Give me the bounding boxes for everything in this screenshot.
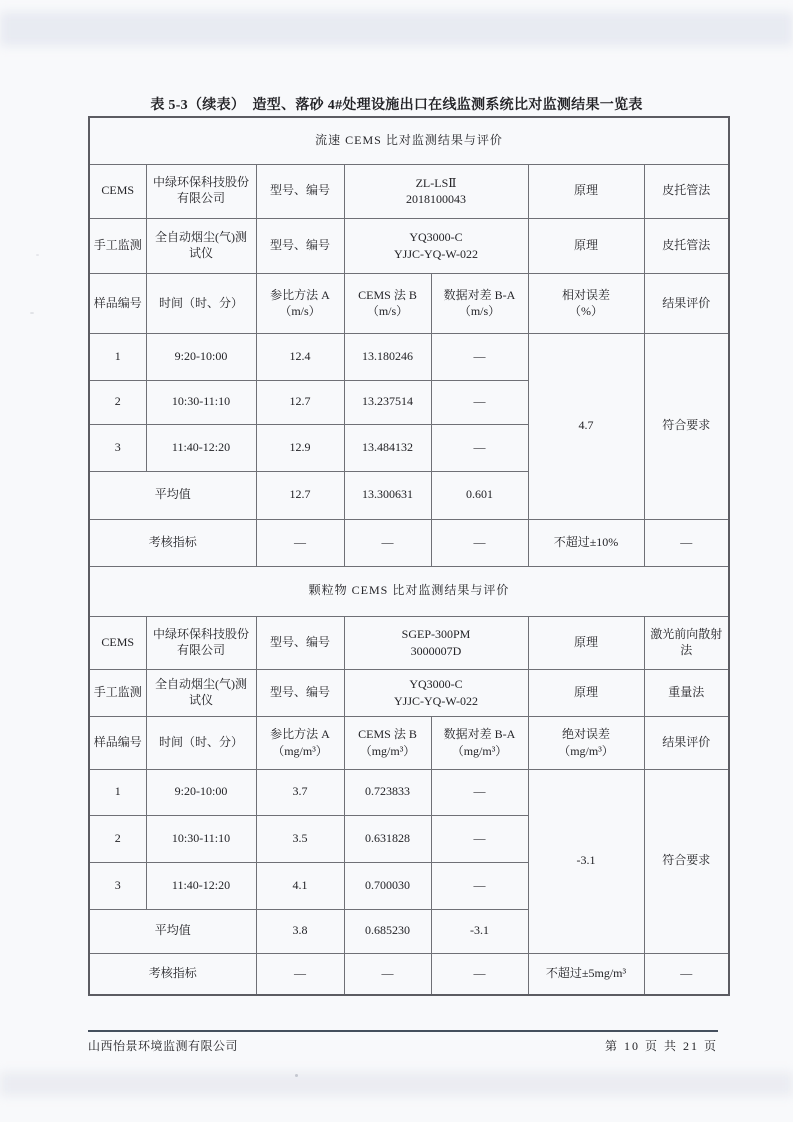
method-a-value: 12.7 [256, 380, 344, 424]
section2-cems-device-row [89, 616, 729, 669]
cems-b-value: 13.180246 [344, 333, 431, 380]
model-line2: YJJC-YQ-W-022 [394, 693, 478, 708]
model-line1: YQ3000-C [409, 230, 463, 245]
device-vendor: 全自动烟尘(气)测试仪 [146, 218, 256, 273]
section1-header-row [89, 117, 729, 164]
diff-value: — [431, 424, 528, 471]
sample-no: 2 [89, 380, 146, 424]
assessment-criterion: 不超过±5mg/m³ [528, 953, 644, 995]
section1-manual-device-row [89, 218, 729, 273]
method-a-value: 12.4 [256, 333, 344, 380]
assessment-result: — [644, 953, 729, 995]
sample-time: 11:40-12:20 [146, 862, 256, 909]
assessment-label: 考核指标 [89, 519, 256, 566]
model-line2: 2018100043 [406, 192, 466, 206]
section2-manual-device-row [89, 669, 729, 716]
method-a-value: 4.1 [256, 862, 344, 909]
absolute-error-value: -3.1 [528, 769, 644, 953]
column-header: 样品编号 [89, 716, 146, 769]
model-label: 型号、编号 [256, 218, 344, 273]
page-title: 表 5-3（续表） 造型、落砂 4#处理设施出口在线监测系统比对监测结果一览表 [150, 98, 643, 113]
column-header: 结果评价 [644, 273, 729, 333]
section2-assessment-row [89, 953, 729, 995]
diff-value: — [431, 769, 528, 815]
section2-data-row-1 [89, 769, 729, 815]
column-header: CEMS 法 B （m/s） [344, 273, 431, 333]
sample-no: 3 [89, 424, 146, 471]
column-header: 数据对差 B-A （mg/m³） [431, 716, 528, 769]
assessment-b: — [344, 953, 431, 995]
scan-speck [30, 312, 34, 314]
principle-label: 原理 [528, 669, 644, 716]
assessment-a: — [256, 953, 344, 995]
sample-time: 9:20-10:00 [146, 333, 256, 380]
cems-b-value: 13.484132 [344, 424, 431, 471]
assessment-diff: — [431, 953, 528, 995]
sample-no: 2 [89, 815, 146, 862]
cems-b-value: 0.723833 [344, 769, 431, 815]
principle-label: 原理 [528, 218, 644, 273]
footer-company: 山西怡景环境监测有限公司 [88, 1039, 239, 1053]
model-value [344, 164, 528, 218]
model-label: 型号、编号 [256, 616, 344, 669]
model-label: 型号、编号 [256, 669, 344, 716]
principle-value: 激光前向散射法 [644, 616, 729, 669]
assessment-label: 考核指标 [89, 953, 256, 995]
page-footer [88, 1030, 718, 1054]
method-a-value: 12.9 [256, 424, 344, 471]
column-header: 参比方法 A （m/s） [256, 273, 344, 333]
principle-value: 皮托管法 [644, 164, 729, 218]
scan-artifact-bottom-band [0, 1072, 793, 1096]
section1-column-header-row [89, 273, 729, 333]
average-diff: -3.1 [431, 909, 528, 953]
diff-value: — [431, 862, 528, 909]
method-a-value: 3.7 [256, 769, 344, 815]
model-label: 型号、编号 [256, 164, 344, 218]
model-line1: YQ3000-C [409, 677, 463, 692]
diff-value: — [431, 333, 528, 380]
column-header: 样品编号 [89, 273, 146, 333]
device-type: CEMS [89, 164, 146, 218]
average-label: 平均值 [89, 471, 256, 519]
model-line1: ZL-LSⅡ [415, 175, 457, 190]
section1-title: 流速 CEMS 比对监测结果与评价 [89, 117, 729, 164]
device-type: 手工监测 [89, 669, 146, 716]
diff-value: — [431, 815, 528, 862]
column-header: 时间（时、分） [146, 273, 256, 333]
section2-column-header-row [89, 716, 729, 769]
model-line1: SGEP-300PM [401, 627, 471, 642]
assessment-result: — [644, 519, 729, 566]
assessment-a: — [256, 519, 344, 566]
device-vendor: 全自动烟尘(气)测试仪 [146, 669, 256, 716]
average-a: 3.8 [256, 909, 344, 953]
scan-artifact-top-band [0, 12, 793, 46]
device-vendor: 中绿环保科技股份有限公司 [146, 616, 256, 669]
average-label: 平均值 [89, 909, 256, 953]
average-a: 12.7 [256, 471, 344, 519]
device-vendor: 中绿环保科技股份有限公司 [146, 164, 256, 218]
column-header: 结果评价 [644, 716, 729, 769]
sample-time: 11:40-12:20 [146, 424, 256, 471]
result-evaluation: 符合要求 [644, 769, 729, 953]
model-line2: 3000007D [410, 643, 462, 658]
column-header: 参比方法 A （mg/m³） [256, 716, 344, 769]
method-a-value: 3.5 [256, 815, 344, 862]
cems-b-value: 13.237514 [344, 380, 431, 424]
average-b: 0.685230 [344, 909, 431, 953]
section1-cems-device-row [89, 164, 729, 218]
section1-assessment-row [89, 519, 729, 566]
model-value [344, 669, 528, 716]
diff-value: — [431, 380, 528, 424]
assessment-diff: — [431, 519, 528, 566]
average-diff: 0.601 [431, 471, 528, 519]
section2-title: 颗粒物 CEMS 比对监测结果与评价 [89, 566, 729, 616]
sample-no: 1 [89, 333, 146, 380]
sample-no: 3 [89, 862, 146, 909]
device-type: CEMS [89, 616, 146, 669]
result-evaluation: 符合要求 [644, 333, 729, 519]
column-header: 时间（时、分） [146, 716, 256, 769]
model-value [344, 616, 528, 669]
relative-error-value: 4.7 [528, 333, 644, 519]
principle-value: 皮托管法 [644, 218, 729, 273]
column-header: 相对误差 （%） [528, 273, 644, 333]
assessment-criterion: 不超过±10% [528, 519, 644, 566]
section1-data-row-1 [89, 333, 729, 380]
model-value [344, 218, 528, 273]
principle-label: 原理 [528, 616, 644, 669]
column-header: 绝对误差 （mg/m³） [528, 716, 644, 769]
sample-time: 10:30-11:10 [146, 380, 256, 424]
average-b: 13.300631 [344, 471, 431, 519]
assessment-b: — [344, 519, 431, 566]
cems-b-value: 0.631828 [344, 815, 431, 862]
cems-b-value: 0.700030 [344, 862, 431, 909]
column-header: 数据对差 B-A （m/s） [431, 273, 528, 333]
comparison-monitoring-table [88, 116, 730, 996]
sample-time: 9:20-10:00 [146, 769, 256, 815]
device-type: 手工监测 [89, 218, 146, 273]
column-header: CEMS 法 B （mg/m³） [344, 716, 431, 769]
sample-no: 1 [89, 769, 146, 815]
scan-speck [295, 1074, 298, 1077]
sample-time: 10:30-11:10 [146, 815, 256, 862]
footer-page-number: 第 10 页 共 21 页 [604, 1039, 718, 1053]
model-line2: YJJC-YQ-W-022 [394, 246, 478, 261]
section2-header-row [89, 566, 729, 616]
principle-value: 重量法 [644, 669, 729, 716]
scan-speck [36, 254, 39, 256]
principle-label: 原理 [528, 164, 644, 218]
